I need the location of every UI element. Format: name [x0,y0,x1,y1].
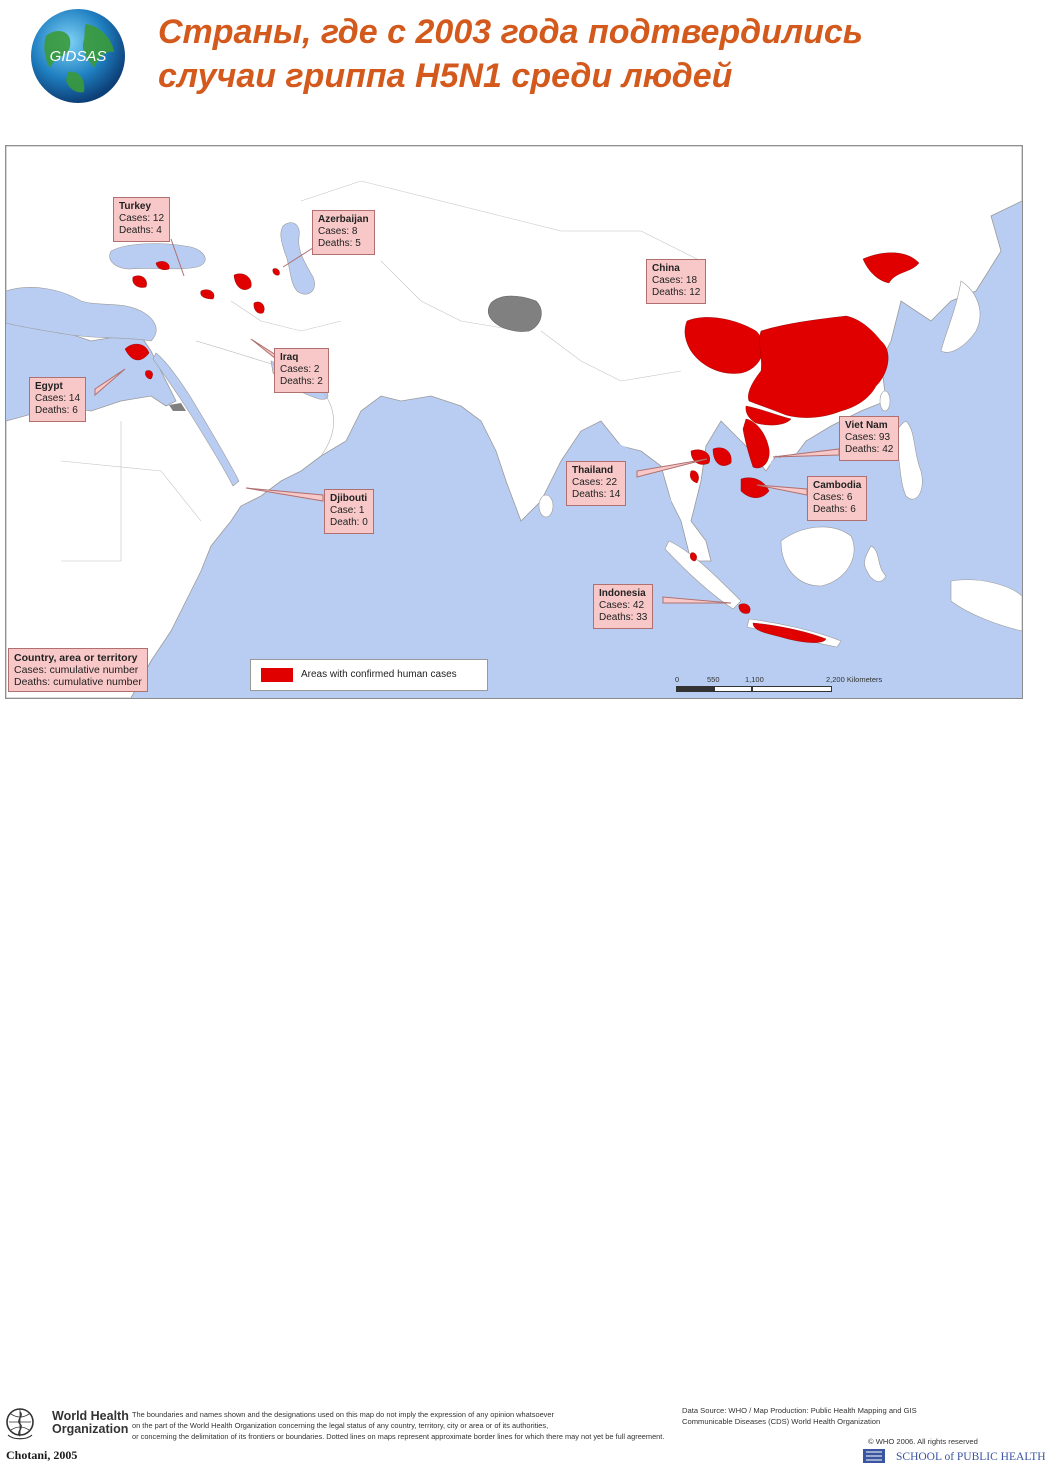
who-name-line2: Organization [52,1422,129,1436]
legend-key-title: Country, area or territory [14,652,138,664]
scale-bar [672,675,902,695]
callout-iraq-country: Iraq [280,352,299,363]
callout-china-cases: Cases: 18 [652,275,698,286]
page-title-line2: случаи гриппа H5N1 среди людей [158,57,733,95]
datasource-line2: Communicable Diseases (CDS) World Health Organization [682,1417,881,1426]
disclaimer-line2: on the part of the World Health Organization concerning the legal status of any country, territory, city or area or of its authorities, [132,1421,549,1430]
callout-azerbaijan-cases: Cases: 8 [318,226,358,237]
datasource-line1: Data Source: WHO / Map Production: Public Health Mapping and GIS [682,1406,917,1415]
scale-tick-1100: 1,100 [745,675,764,684]
callout-vietnam-cases: Cases: 93 [845,432,891,443]
scale-segment-1 [676,686,714,692]
legend-key-cases: Cases: cumulative number [14,664,139,676]
pointer-egypt [95,369,125,395]
scale-tick-0: 0 [675,675,680,684]
scale-tick-2200: 2,200 Kilometers [826,675,883,684]
callout-djibouti-cases: Case: 1 [330,505,365,516]
callout-thailand-country: Thailand [572,465,614,476]
scale-segment-3 [752,686,832,692]
callout-egypt-cases: Cases: 14 [35,393,81,404]
school-of-public-health: SCHOOL of PUBLIC HEALTH [896,1451,1046,1463]
callout-iraq-cases: Cases: 2 [280,364,320,375]
callout-thailand-deaths: Deaths: 14 [572,489,621,500]
callout-azerbaijan-country: Azerbaijan [318,214,369,225]
author-credit: Chotani, 2005 [6,1448,78,1462]
school-shield-icon [862,1448,886,1464]
affected-cambodia [741,478,769,498]
page-title-line1: Страны, где с 2003 года подтвердились [158,13,863,51]
affected-indonesia-1 [739,604,750,614]
affected-egypt-1 [125,344,149,360]
callout-china-country: China [652,263,680,274]
affected-thailand-2 [713,448,731,466]
affected-egypt-2 [145,370,152,379]
legend-affected-areas [250,659,488,691]
callout-djibouti-country: Djibouti [330,493,368,504]
callout-egypt-deaths: Deaths: 6 [35,405,78,416]
callout-vietnam-country: Viet Nam [845,420,888,431]
callout-indonesia-deaths: Deaths: 33 [599,612,648,623]
gidsas-logo [28,6,128,106]
taiwan [880,391,890,411]
map-disclaimer [132,1409,672,1442]
callout-iraq [274,348,329,393]
callout-egypt [29,377,86,422]
data-source [682,1405,1017,1427]
footer [0,700,1046,1463]
copyright-notice: © WHO 2006. All rights reserved [868,1437,978,1446]
gidsas-logo-text: GIDSAS [49,48,107,65]
disclaimer-line1: The boundaries and names shown and the designations used on this map do not imply the expression of any opinion whatsoever [132,1410,554,1419]
callout-turkey-deaths: Deaths: 4 [119,225,162,236]
callout-egypt-country: Egypt [35,381,63,392]
callout-cambodia-cases: Cases: 6 [813,492,853,503]
callout-djibouti [324,489,374,534]
callout-indonesia [593,584,653,629]
legend-red-swatch [261,668,293,682]
callout-indonesia-country: Indonesia [599,588,646,599]
callout-cambodia [807,476,867,521]
sri-lanka [539,495,553,517]
callout-azerbaijan [312,210,375,255]
scale-tick-550: 550 [707,675,720,684]
who-emblem-icon [5,1407,35,1441]
callout-thailand-cases: Cases: 22 [572,477,618,488]
who-name-line1: World Health [52,1409,129,1423]
callout-turkey [113,197,170,242]
callout-cambodia-country: Cambodia [813,480,862,491]
who-name [52,1410,129,1436]
callout-thailand [566,461,626,506]
legend-key [8,648,148,692]
scale-segment-2 [714,686,752,692]
callout-djibouti-deaths: Death: 0 [330,517,368,528]
legend-affected-label: Areas with confirmed human cases [301,669,457,680]
callout-azerbaijan-deaths: Deaths: 5 [318,238,361,249]
h5n1-map [5,145,1023,699]
callout-indonesia-cases: Cases: 42 [599,600,645,611]
callout-vietnam-deaths: Deaths: 42 [845,444,894,455]
legend-key-deaths: Deaths: cumulative number [14,676,142,688]
callout-china [646,259,706,304]
sulawesi [864,546,886,581]
callout-iraq-deaths: Deaths: 2 [280,376,323,387]
callout-vietnam [839,416,899,461]
callout-turkey-country: Turkey [119,201,152,212]
callout-china-deaths: Deaths: 12 [652,287,701,298]
callout-turkey-cases: Cases: 12 [119,213,165,224]
page-title [158,10,1008,98]
callout-cambodia-deaths: Deaths: 6 [813,504,856,515]
disclaimer-line3: or concerning the delimitation of its frontiers or boundaries. Dotted lines on maps represent approximate border lines for which there may not yet be full agreement. [132,1432,665,1441]
borneo [781,527,854,586]
